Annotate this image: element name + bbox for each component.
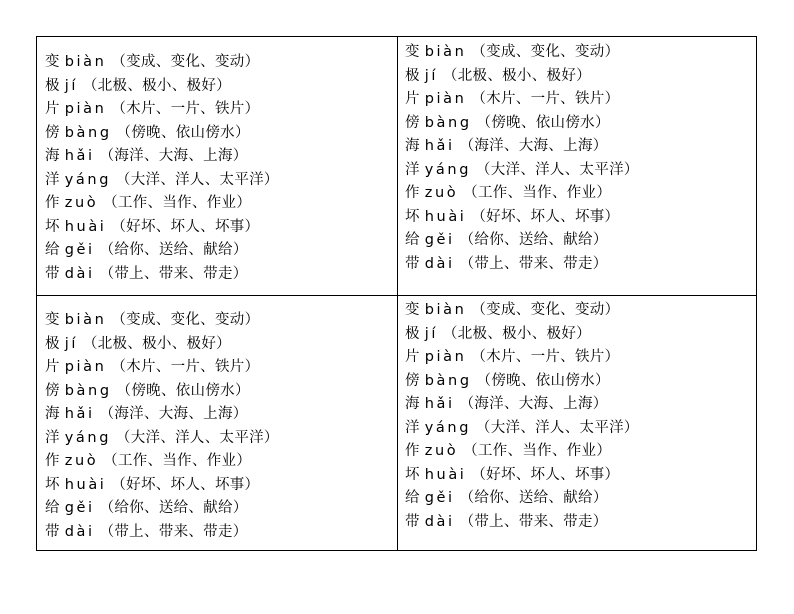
entry-pinyin: piàn [424,91,467,107]
vocab-entry [405,487,639,511]
entry-pinyin: biàn [424,44,467,60]
entry-pinyin: piàn [64,359,107,375]
entry-words: （变成、变化、变动） [111,312,260,328]
entry-pinyin: dài [424,255,455,272]
vocab-entry [45,216,279,240]
vocab-entry [45,75,279,99]
entry-pinyin: hǎi [424,138,455,154]
entry-words: （变成、变化、变动） [471,302,620,318]
vocab-entry [405,41,639,65]
entry-pinyin: hǎi [424,396,455,412]
entry-words: （北极、极小、极好） [82,335,231,352]
vocab-entry [45,309,279,333]
entry-character: 坏 [405,466,420,483]
entry-character: 给 [45,500,60,516]
entry-pinyin: dài [64,523,95,540]
entry-pinyin: huài [424,208,467,225]
entry-character: 海 [405,138,420,154]
entry-words: （变成、变化、变动） [111,54,260,70]
vocab-cell-top-left [45,51,279,286]
entry-pinyin: zuò [424,443,459,459]
entry-character: 海 [405,396,420,412]
entry-pinyin: biàn [64,312,107,328]
vocab-entry [405,393,639,417]
entry-character: 海 [45,148,60,164]
entry-words: （工作、当作、作业） [103,195,252,211]
entry-pinyin: hǎi [64,406,95,422]
entry-pinyin: dài [64,265,95,282]
entry-character: 极 [45,335,60,352]
vocab-cell-bottom-left [45,309,279,544]
entry-character: 洋 [405,419,420,436]
entry-pinyin: zuò [64,453,99,469]
entry-pinyin: piàn [424,349,467,365]
vocab-entry [405,253,639,277]
entry-words: （大洋、洋人、太平洋） [475,419,639,436]
entry-words: （海洋、大海、上海） [459,138,608,154]
entry-pinyin: biàn [64,54,107,70]
entry-pinyin: jí [64,77,78,94]
entry-words: （带上、带来、带走） [99,523,248,540]
entry-words: （大洋、洋人、太平洋） [475,161,639,178]
entry-words: （傍晚、依山傍水） [116,124,250,141]
entry-character: 变 [45,312,60,328]
entry-character: 片 [405,349,420,365]
entry-words: （工作、当作、作业） [463,185,612,201]
vocab-entry [405,112,639,136]
entry-character: 海 [45,406,60,422]
entry-words: （带上、带来、带走） [459,513,608,530]
entry-character: 变 [405,302,420,318]
vocab-entry [45,497,279,521]
entry-character: 极 [405,325,420,342]
entry-pinyin: piàn [64,101,107,117]
entry-words: （大洋、洋人、太平洋） [115,429,279,446]
entry-character: 傍 [405,114,420,131]
entry-pinyin: bàng [64,124,112,141]
entry-words: （北极、极小、极好） [442,325,591,342]
entry-pinyin: zuò [424,185,459,201]
entry-pinyin: gěi [64,242,95,258]
vocab-cell-top-right [405,41,639,276]
vocab-entry [45,356,279,380]
row-divider [37,295,756,296]
entry-words: （给你、送给、献给） [459,490,608,506]
vocab-entry [45,521,279,545]
vocab-entry [45,51,279,75]
vocab-entry [45,263,279,287]
vocab-entry [405,159,639,183]
entry-words: （工作、当作、作业） [103,453,252,469]
entry-pinyin: hǎi [64,148,95,164]
entry-character: 作 [405,185,420,201]
entry-character: 给 [405,232,420,248]
entry-character: 作 [405,443,420,459]
entry-character: 坏 [405,208,420,225]
vocab-entry [405,346,639,370]
vocab-entry [405,370,639,394]
vocab-entry [405,323,639,347]
entry-pinyin: jí [64,335,78,352]
vocab-entry [45,169,279,193]
entry-character: 变 [45,54,60,70]
entry-words: （工作、当作、作业） [463,443,612,459]
entry-words: （好坏、坏人、坏事） [471,208,620,225]
vocab-entry [45,98,279,122]
vocab-entry [45,380,279,404]
entry-words: （木片、一片、铁片） [111,101,260,117]
entry-character: 带 [45,523,60,540]
entry-character: 傍 [45,382,60,399]
entry-pinyin: jí [424,325,438,342]
entry-pinyin: huài [424,466,467,483]
entry-pinyin: huài [64,218,107,235]
entry-character: 给 [405,490,420,506]
entry-character: 洋 [45,171,60,188]
entry-words: （傍晚、依山傍水） [476,114,610,131]
vocab-entry [405,135,639,159]
entry-character: 片 [405,91,420,107]
entry-words: （带上、带来、带走） [99,265,248,282]
entry-words: （木片、一片、铁片） [111,359,260,375]
vocab-entry [405,206,639,230]
vocab-entry [405,229,639,253]
vocab-entry [405,464,639,488]
entry-pinyin: biàn [424,302,467,318]
vocab-entry [405,417,639,441]
vocabulary-table [36,36,757,551]
entry-pinyin: jí [424,67,438,84]
vocab-entry [405,511,639,535]
entry-pinyin: bàng [64,382,112,399]
entry-words: （变成、变化、变动） [471,44,620,60]
vocab-entry [45,450,279,474]
vocab-entry [405,88,639,112]
vocab-entry [45,403,279,427]
entry-words: （好坏、坏人、坏事） [111,218,260,235]
vocab-entry [45,192,279,216]
entry-pinyin: gěi [424,232,455,248]
entry-words: （海洋、大海、上海） [459,396,608,412]
entry-words: （好坏、坏人、坏事） [111,476,260,493]
vocab-entry [45,333,279,357]
entry-words: （给你、送给、献给） [99,500,248,516]
entry-words: （北极、极小、极好） [442,67,591,84]
vocab-cell-bottom-right [405,299,639,534]
vocab-entry [45,145,279,169]
entry-pinyin: dài [424,513,455,530]
entry-words: （傍晚、依山傍水） [116,382,250,399]
entry-character: 片 [45,101,60,117]
vocab-entry [45,427,279,451]
entry-character: 傍 [405,372,420,389]
entry-character: 带 [405,255,420,272]
vocab-entry [405,440,639,464]
entry-pinyin: zuò [64,195,99,211]
entry-character: 变 [405,44,420,60]
entry-words: （木片、一片、铁片） [471,91,620,107]
entry-pinyin: gěi [64,500,95,516]
entry-pinyin: huài [64,476,107,493]
entry-words: （带上、带来、带走） [459,255,608,272]
entry-words: （好坏、坏人、坏事） [471,466,620,483]
entry-character: 洋 [405,161,420,178]
entry-words: （给你、送给、献给） [459,232,608,248]
vocab-entry [45,122,279,146]
entry-character: 作 [45,453,60,469]
entry-pinyin: gěi [424,490,455,506]
entry-character: 极 [45,77,60,94]
entry-character: 作 [45,195,60,211]
entry-pinyin: yáng [424,419,471,436]
entry-character: 片 [45,359,60,375]
vocab-entry [405,65,639,89]
entry-pinyin: yáng [64,429,111,446]
entry-pinyin: bàng [424,372,472,389]
entry-words: （傍晚、依山傍水） [476,372,610,389]
entry-pinyin: yáng [424,161,471,178]
entry-words: （大洋、洋人、太平洋） [115,171,279,188]
entry-character: 极 [405,67,420,84]
column-divider [397,37,398,550]
entry-character: 带 [45,265,60,282]
entry-words: （给你、送给、献给） [99,242,248,258]
entry-words: （木片、一片、铁片） [471,349,620,365]
vocab-entry [45,239,279,263]
vocab-entry [405,299,639,323]
vocab-entry [405,182,639,206]
entry-character: 傍 [45,124,60,141]
entry-character: 给 [45,242,60,258]
entry-words: （海洋、大海、上海） [99,406,248,422]
entry-character: 洋 [45,429,60,446]
entry-pinyin: yáng [64,171,111,188]
entry-words: （北极、极小、极好） [82,77,231,94]
entry-character: 坏 [45,476,60,493]
entry-character: 坏 [45,218,60,235]
entry-character: 带 [405,513,420,530]
vocab-entry [45,474,279,498]
entry-words: （海洋、大海、上海） [99,148,248,164]
entry-pinyin: bàng [424,114,472,131]
